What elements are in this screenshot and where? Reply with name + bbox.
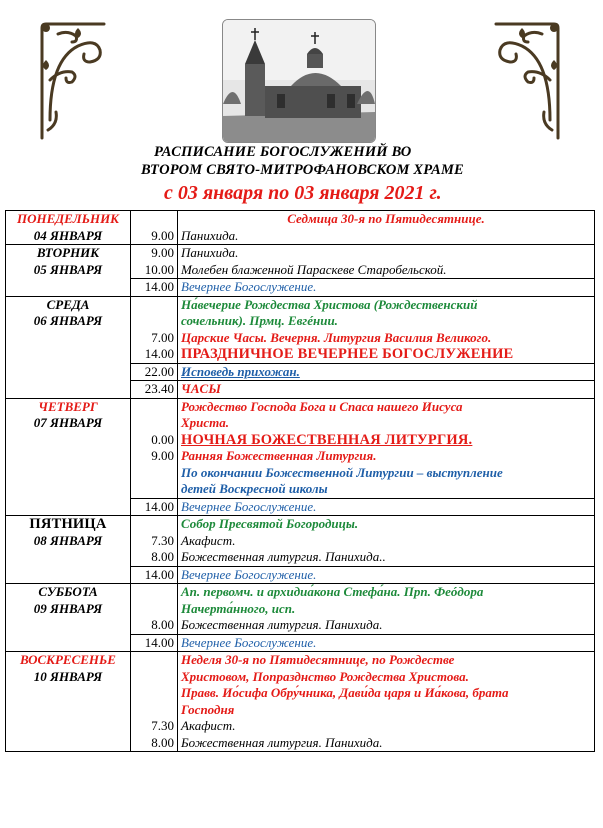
note-text: детей Воскресной школы bbox=[181, 481, 328, 496]
title-line-1: РАСПИСАНИЕ БОГОСЛУЖЕНИЙ ВО bbox=[154, 144, 412, 160]
feast-title: На́вечерие Рождества Христова (Рождественский bbox=[181, 296, 478, 312]
feast-title: Ап. первомч. и архидиа́кона Стефа́на. Прп. Феóдора bbox=[181, 584, 484, 599]
feast-title: Неделя 30-я по Пятидесятнице, по Рождестве bbox=[181, 652, 455, 667]
feast-title: Христа. bbox=[181, 415, 230, 430]
feast-title: Правв. Ио́сифа Обру́чника, Дави́да царя и Иа́кова, брата bbox=[181, 685, 509, 700]
feast-title: Рождество Господа Бога и Спаса нашего Иисуса bbox=[181, 398, 463, 414]
day-date: 06 ЯНВАРЯ bbox=[33, 313, 103, 328]
day-cell-wednesday bbox=[6, 296, 131, 398]
day-name: СРЕДА bbox=[46, 296, 90, 312]
table-row bbox=[6, 398, 595, 498]
service-time: 14.00 bbox=[131, 498, 178, 516]
day-date: 07 ЯНВАРЯ bbox=[33, 415, 103, 430]
service-name: Вечернее Богослужение. bbox=[178, 566, 595, 584]
day-date: 10 ЯНВАРЯ bbox=[33, 668, 103, 684]
note-text: По окончании Божественной Литургии – выступление bbox=[181, 464, 503, 480]
day-name: ВОСКРЕСЕНЬЕ bbox=[20, 652, 116, 667]
service-name: Молебен блаженной Параскеве Старобельской. bbox=[181, 261, 447, 277]
service-name: Божественная литургия. Панихида. bbox=[181, 617, 383, 632]
service-time: 14.00 bbox=[131, 279, 178, 297]
schedule-table bbox=[5, 210, 595, 752]
church-photo bbox=[222, 19, 376, 143]
service-time: 9.00 bbox=[151, 245, 174, 260]
service-time: 23.40 bbox=[131, 381, 178, 399]
day-cell-sunday bbox=[6, 652, 131, 752]
date-range-title: с 03 января по 03 января 2021 г. bbox=[164, 182, 442, 204]
table-row bbox=[6, 652, 595, 752]
service-time: 14.00 bbox=[144, 346, 174, 361]
service-time: 9.00 bbox=[151, 448, 174, 463]
day-name: ПОНЕДЕЛЬНИК bbox=[16, 211, 120, 226]
feast-title: Собор Пресвятой Богородицы. bbox=[181, 516, 359, 531]
title-line-2: ВТОРОМ СВЯТО-МИТРОФАНОВСКОМ ХРАМЕ bbox=[141, 162, 464, 178]
day-cell-saturday bbox=[6, 584, 131, 652]
day-name: ВТОРНИК bbox=[36, 245, 100, 260]
feast-title: Господня bbox=[181, 701, 235, 717]
service-name: Панихида. bbox=[181, 245, 239, 260]
service-name: Акафист. bbox=[181, 718, 236, 733]
service-name: Панихида. bbox=[178, 228, 595, 245]
day-date: 04 ЯНВАРЯ bbox=[33, 227, 103, 243]
service-name: Ранняя Божественная Литургия. bbox=[181, 448, 377, 463]
service-time: 8.00 bbox=[151, 549, 174, 564]
service-name: Божественная литургия. Панихида. bbox=[181, 734, 383, 750]
corner-ornament-icon bbox=[492, 20, 562, 140]
feast-title: сочельник). Прмц. Евгéнии. bbox=[181, 313, 338, 328]
table-row bbox=[6, 516, 595, 567]
table-row bbox=[6, 211, 595, 228]
service-time: 9.00 bbox=[131, 228, 178, 245]
feast-title: Седмица 30-я по Пятидесятнице. bbox=[287, 211, 485, 226]
service-name: Царские Часы. Вечерня. Литургия Василия Великого. bbox=[181, 329, 492, 345]
feast-title: Христовом, Попразднство Рождества Христова. bbox=[181, 668, 469, 684]
service-time: 22.00 bbox=[131, 363, 178, 381]
day-date: 08 ЯНВАРЯ bbox=[33, 532, 103, 548]
feast-title: Начерта́нного, исп. bbox=[181, 600, 296, 616]
service-name: Вечернее Богослужение. bbox=[178, 279, 595, 297]
day-cell-thursday bbox=[6, 398, 131, 516]
day-name: ПЯТНИЦА bbox=[29, 516, 107, 532]
service-time: 7.30 bbox=[151, 718, 174, 733]
service-name: Вечернее Богослужение. bbox=[178, 634, 595, 652]
service-time: 7.00 bbox=[151, 329, 174, 345]
service-name: Вечернее Богослужение. bbox=[178, 498, 595, 516]
service-name: Божественная литургия. Панихида.. bbox=[181, 549, 386, 564]
corner-ornament-icon bbox=[38, 20, 108, 140]
service-name: ЧАСЫ bbox=[178, 381, 595, 399]
service-name: ПРАЗДНИЧНОЕ ВЕЧЕРНЕЕ БОГОСЛУЖЕНИЕ bbox=[181, 346, 514, 362]
service-name: НОЧНАЯ БОЖЕСТВЕННАЯ ЛИТУРГИЯ. bbox=[181, 431, 473, 448]
day-cell-monday bbox=[6, 211, 131, 245]
service-time: 0.00 bbox=[151, 431, 174, 447]
day-name: ЧЕТВЕРГ bbox=[38, 398, 98, 414]
table-row bbox=[6, 296, 595, 363]
table-row bbox=[6, 245, 595, 279]
service-name: Исповедь прихожан. bbox=[178, 363, 595, 381]
service-time: 14.00 bbox=[131, 566, 178, 584]
day-name: СУББОТА bbox=[38, 584, 98, 599]
service-time: 14.00 bbox=[131, 634, 178, 652]
service-time: 8.00 bbox=[151, 734, 174, 750]
day-cell-tuesday bbox=[6, 245, 131, 297]
day-cell-friday bbox=[6, 516, 131, 584]
day-date: 05 ЯНВАРЯ bbox=[33, 261, 103, 277]
service-time: 7.30 bbox=[151, 532, 174, 548]
day-date: 09 ЯНВАРЯ bbox=[33, 600, 103, 616]
service-name: Акафист. bbox=[181, 532, 236, 548]
table-row bbox=[6, 584, 595, 635]
service-time: 10.00 bbox=[144, 261, 174, 277]
service-time: 8.00 bbox=[151, 617, 174, 632]
